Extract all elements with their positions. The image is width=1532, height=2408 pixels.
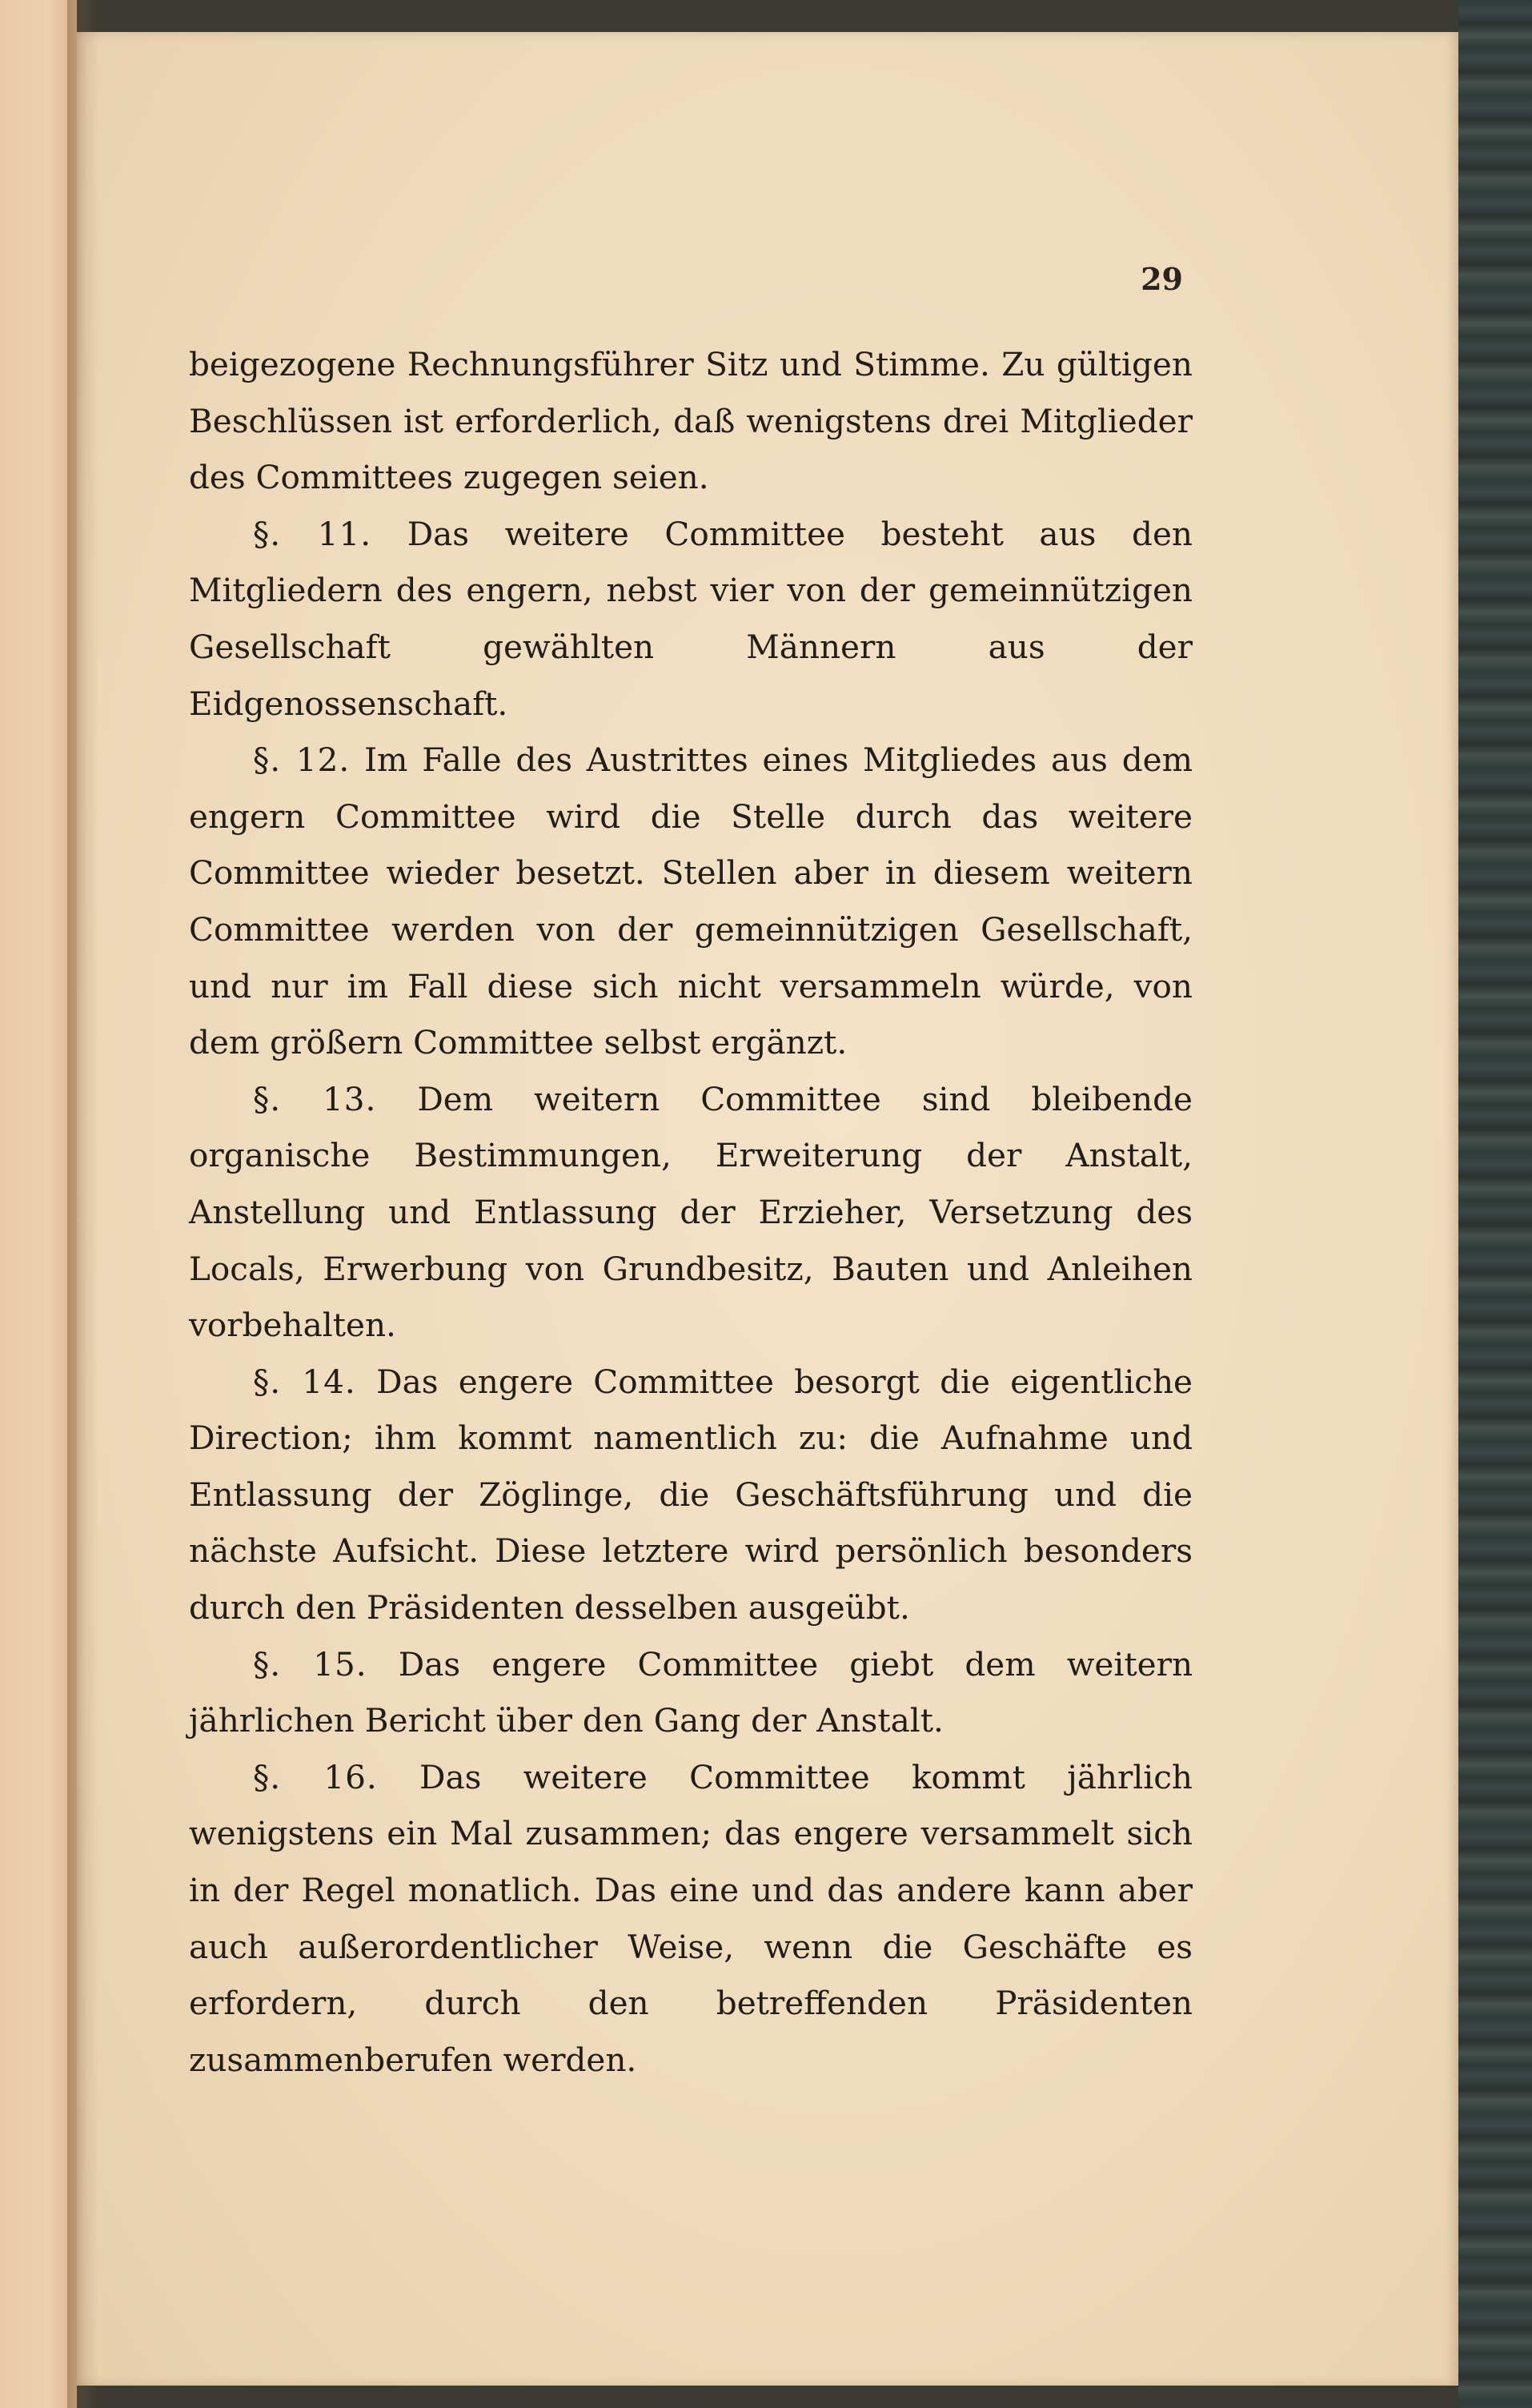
book-gutter bbox=[67, 0, 99, 2408]
paragraph-1 bbox=[189, 336, 1193, 506]
paragraph-text: Dem weitern Committee sind bleibende organische Bestimmungen, Erweiterung der Anstalt, Anstellung und Entlassung der Erzieher, Versetzung des Locals, Erwerbung von Grundbesitz, Bauten und Anleihen vorbehalten. bbox=[189, 1079, 1193, 1345]
section-number: §. 12. bbox=[253, 740, 351, 780]
section-number: §. 13. bbox=[253, 1079, 377, 1118]
paragraph-section-14 bbox=[189, 1354, 1193, 1636]
paragraph-section-15 bbox=[189, 1636, 1193, 1749]
section-number: §. 11. bbox=[253, 514, 372, 553]
page-body-text bbox=[189, 336, 1193, 2088]
section-number: §. 16. bbox=[253, 1757, 378, 1796]
paragraph-text: Im Falle des Austrittes eines Mitgliedes aus dem engern Committee wird die Stelle durch das weitere Committee wieder besetzt. Stellen aber in diesem weitern Committee werden von der gemeinnützigen Gesellschaft, und nur im Fall diese sich nicht versammeln würde, von dem größern Committee selbst ergänzt. bbox=[189, 740, 1193, 1062]
book-cover-edge bbox=[1458, 0, 1532, 2408]
paragraph-text: Das engere Committee giebt dem weitern jährlichen Bericht über den Gang der Anstalt. bbox=[189, 1644, 1193, 1740]
paragraph-section-11 bbox=[189, 506, 1193, 732]
paragraph-section-12 bbox=[189, 732, 1193, 1071]
page-number: 29 bbox=[1141, 261, 1183, 297]
paragraph-section-13 bbox=[189, 1071, 1193, 1354]
paragraph-text: Das weitere Committee besteht aus den Mitgliedern des engern, nebst vier von der gemeinnützigen Gesellschaft gewählten Männern aus der Eidgenossenschaft. bbox=[189, 514, 1193, 723]
paragraph-text: beigezogene Rechnungsführer Sitz und Stimme. Zu gültigen Beschlüssen ist erforderlich, daß wenigstens drei Mitglieder des Committees zugegen seien. bbox=[189, 345, 1193, 497]
section-number: §. 14. bbox=[253, 1362, 356, 1401]
facing-page-edge bbox=[0, 0, 77, 2408]
section-number: §. 15. bbox=[253, 1644, 367, 1684]
paragraph-text: Das engere Committee besorgt die eigentliche Direction; ihm kommt namentlich zu: die Aufnahme und Entlassung der Zöglinge, die Geschäftsführung und die nächste Aufsicht. Diese letztere wird persönlich besonders durch den Präsidenten desselben ausgeübt. bbox=[189, 1362, 1193, 1627]
paragraph-text: Das weitere Committee kommt jährlich wenigstens ein Mal zusammen; das engere versammelt sich in der Regel monatlich. Das eine und das andere kann aber auch außerordentlicher Weise, wenn die Geschäfte es erfordern, durch den betreffenden Präsidenten zusammenberufen werden. bbox=[189, 1757, 1193, 2079]
paragraph-section-16 bbox=[189, 1749, 1193, 2089]
